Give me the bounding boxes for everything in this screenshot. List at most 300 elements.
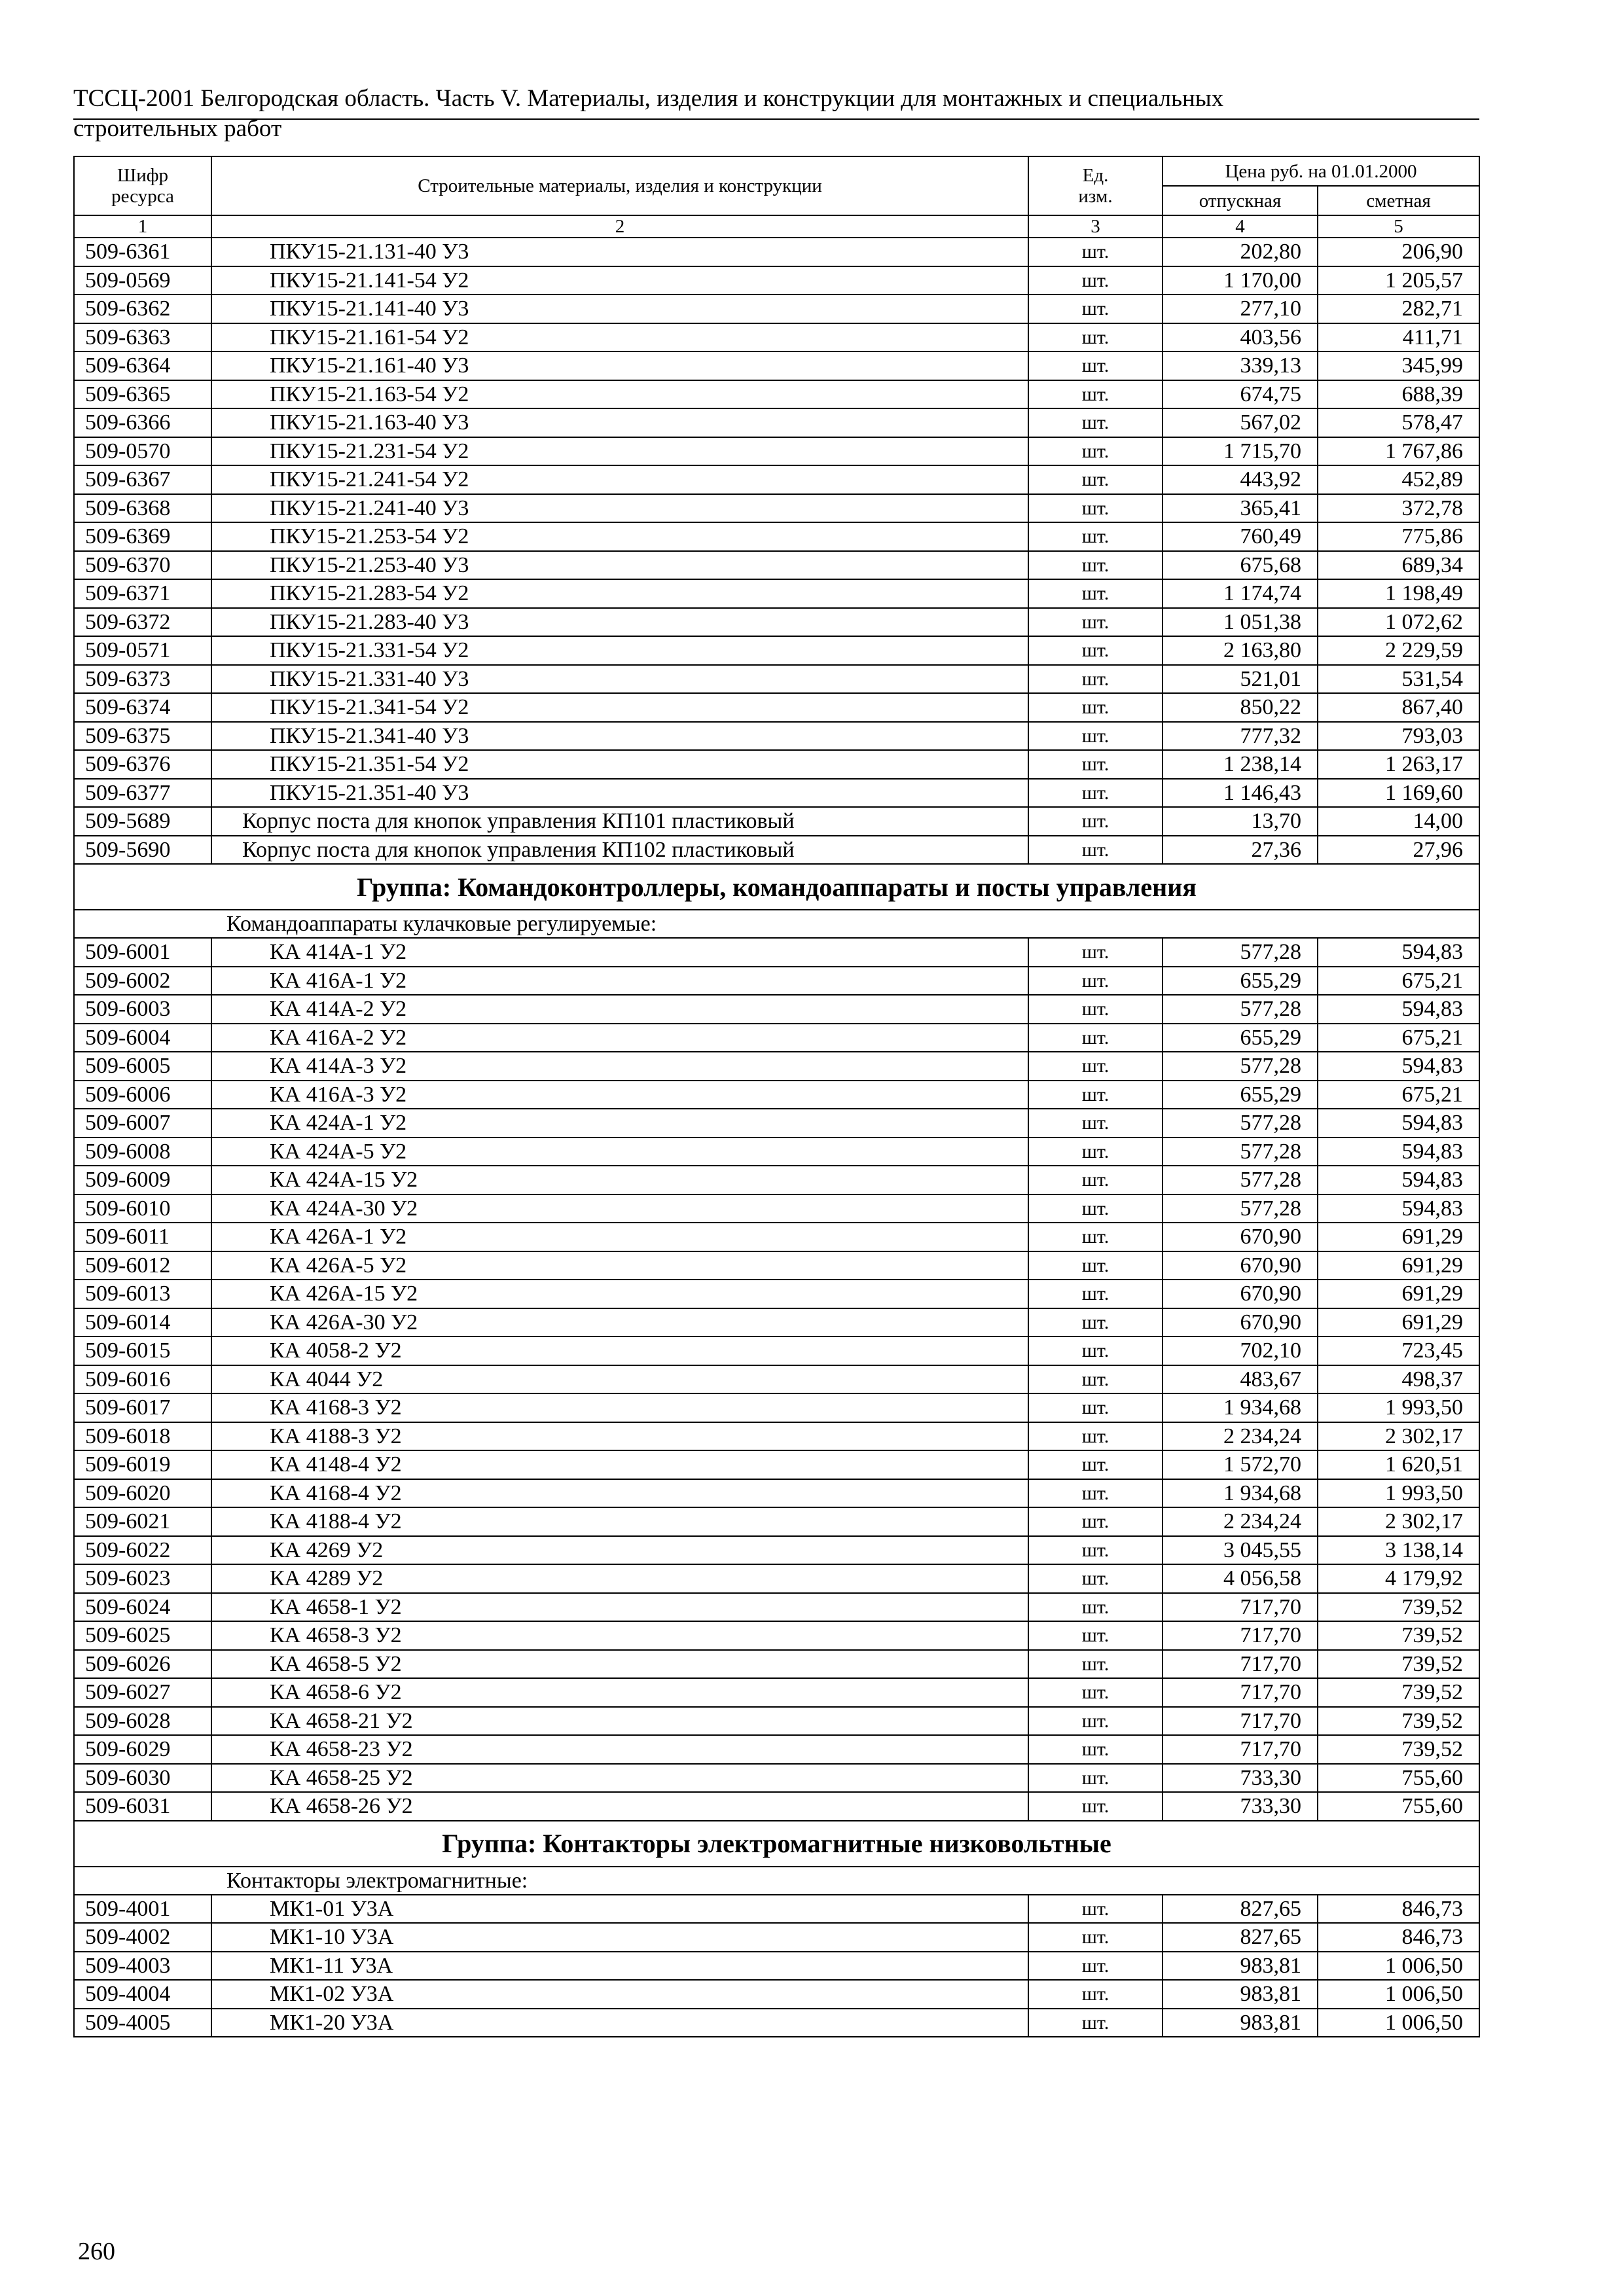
name-cell: КА 416А-1 У2	[211, 967, 1028, 996]
unit-cell: шт.	[1028, 636, 1163, 665]
release-price-cell: 1 170,00	[1163, 266, 1318, 295]
table-row	[74, 967, 1479, 996]
header-name: Строительные материалы, изделия и конструкции	[211, 156, 1028, 215]
estimate-price-cell: 739,52	[1318, 1650, 1479, 1679]
table-row	[74, 779, 1479, 808]
release-price-cell: 567,02	[1163, 408, 1318, 437]
table-row	[74, 380, 1479, 409]
unit-cell: шт.	[1028, 1052, 1163, 1081]
release-price-cell: 277,10	[1163, 295, 1318, 323]
unit-cell: шт.	[1028, 1138, 1163, 1166]
table-row	[74, 722, 1479, 751]
table-row	[74, 1923, 1479, 1952]
table-row	[74, 938, 1479, 967]
header-code	[74, 156, 211, 215]
table-row	[74, 1166, 1479, 1194]
estimate-price-cell: 675,21	[1318, 1024, 1479, 1052]
estimate-price-cell: 1 993,50	[1318, 1479, 1479, 1508]
estimate-price-cell: 688,39	[1318, 380, 1479, 409]
release-price-cell: 1 146,43	[1163, 779, 1318, 808]
table-row	[74, 1308, 1479, 1337]
code-cell: 509-6009	[74, 1166, 211, 1194]
name-cell: КА 4658-23 У2	[211, 1735, 1028, 1764]
release-price-cell: 717,70	[1163, 1707, 1318, 1736]
table-row	[74, 1650, 1479, 1679]
unit-cell: шт.	[1028, 494, 1163, 523]
table-row	[74, 1735, 1479, 1764]
name-cell: ПКУ15-21.351-40 У3	[211, 779, 1028, 808]
code-cell: 509-6017	[74, 1393, 211, 1422]
unit-cell: шт.	[1028, 266, 1163, 295]
estimate-price-cell: 675,21	[1318, 967, 1479, 996]
release-price-cell: 983,81	[1163, 1952, 1318, 1981]
release-price-cell: 670,90	[1163, 1280, 1318, 1308]
unit-cell: шт.	[1028, 1593, 1163, 1622]
estimate-price-cell: 793,03	[1318, 722, 1479, 751]
code-cell: 509-5689	[74, 807, 211, 836]
estimate-price-cell: 846,73	[1318, 1895, 1479, 1924]
unit-cell: шт.	[1028, 1536, 1163, 1565]
code-cell: 509-0570	[74, 437, 211, 466]
header-release-price: отпускная	[1163, 186, 1318, 215]
unit-cell: шт.	[1028, 1024, 1163, 1052]
release-price-cell: 339,13	[1163, 351, 1318, 380]
unit-cell: шт.	[1028, 608, 1163, 637]
name-cell: ПКУ15-21.231-54 У2	[211, 437, 1028, 466]
code-cell: 509-6004	[74, 1024, 211, 1052]
code-cell: 509-5690	[74, 836, 211, 865]
name-cell: ПКУ15-21.161-54 У2	[211, 323, 1028, 352]
unit-cell: шт.	[1028, 722, 1163, 751]
release-price-cell: 483,67	[1163, 1365, 1318, 1394]
release-price-cell: 403,56	[1163, 323, 1318, 352]
name-cell: КА 4058-2 У2	[211, 1336, 1028, 1365]
code-cell: 509-6372	[74, 608, 211, 637]
estimate-price-cell: 1 006,50	[1318, 1952, 1479, 1981]
code-cell: 509-6015	[74, 1336, 211, 1365]
header-unit-line1: Ед.	[1082, 165, 1109, 186]
name-cell: ПКУ15-21.341-40 У3	[211, 722, 1028, 751]
table-row	[74, 323, 1479, 352]
name-cell: КА 424А-1 У2	[211, 1109, 1028, 1138]
code-cell: 509-6014	[74, 1308, 211, 1337]
code-cell: 509-6367	[74, 465, 211, 494]
table-row	[74, 1536, 1479, 1565]
estimate-price-cell: 345,99	[1318, 351, 1479, 380]
document-header	[73, 84, 1479, 144]
unit-cell: шт.	[1028, 1109, 1163, 1138]
header-code-line1: Шифр	[117, 165, 169, 186]
unit-cell: шт.	[1028, 1952, 1163, 1981]
table-row	[74, 465, 1479, 494]
estimate-price-cell: 689,34	[1318, 551, 1479, 580]
estimate-price-cell: 594,83	[1318, 1052, 1479, 1081]
code-cell: 509-6373	[74, 665, 211, 694]
estimate-price-cell: 1 198,49	[1318, 579, 1479, 608]
table-row	[74, 1422, 1479, 1451]
release-price-cell: 674,75	[1163, 380, 1318, 409]
release-price-cell: 1 051,38	[1163, 608, 1318, 637]
name-cell: Корпус поста для кнопок управления КП102 пластиковый	[211, 836, 1028, 865]
table-row	[74, 351, 1479, 380]
subgroup-heading-row	[74, 1867, 1479, 1895]
code-cell: 509-4001	[74, 1895, 211, 1924]
estimate-price-cell: 1 620,51	[1318, 1450, 1479, 1479]
unit-cell: шт.	[1028, 1280, 1163, 1308]
estimate-price-cell: 691,29	[1318, 1308, 1479, 1337]
release-price-cell: 717,70	[1163, 1621, 1318, 1650]
release-price-cell: 13,70	[1163, 807, 1318, 836]
name-cell: КА 426А-30 У2	[211, 1308, 1028, 1337]
unit-cell: шт.	[1028, 465, 1163, 494]
table-row	[74, 1336, 1479, 1365]
release-price-cell: 577,28	[1163, 1166, 1318, 1194]
name-cell: КА 4188-3 У2	[211, 1422, 1028, 1451]
name-cell: ПКУ15-21.283-40 У3	[211, 608, 1028, 637]
unit-cell: шт.	[1028, 1336, 1163, 1365]
name-cell: ПКУ15-21.253-40 У3	[211, 551, 1028, 580]
table-row	[74, 408, 1479, 437]
name-cell: КА 4168-4 У2	[211, 1479, 1028, 1508]
estimate-price-cell: 578,47	[1318, 408, 1479, 437]
code-cell: 509-6371	[74, 579, 211, 608]
release-price-cell: 2 163,80	[1163, 636, 1318, 665]
table-row	[74, 1280, 1479, 1308]
estimate-price-cell: 594,83	[1318, 995, 1479, 1024]
name-cell: Корпус поста для кнопок управления КП101 пластиковый	[211, 807, 1028, 836]
unit-cell: шт.	[1028, 380, 1163, 409]
estimate-price-cell: 2 229,59	[1318, 636, 1479, 665]
unit-cell: шт.	[1028, 1166, 1163, 1194]
unit-cell: шт.	[1028, 323, 1163, 352]
unit-cell: шт.	[1028, 807, 1163, 836]
release-price-cell: 577,28	[1163, 995, 1318, 1024]
name-cell: ПКУ15-21.241-40 У3	[211, 494, 1028, 523]
release-price-cell: 717,70	[1163, 1650, 1318, 1679]
unit-cell: шт.	[1028, 995, 1163, 1024]
table-row	[74, 836, 1479, 865]
table-row	[74, 1450, 1479, 1479]
unit-cell: шт.	[1028, 351, 1163, 380]
code-cell: 509-6365	[74, 380, 211, 409]
code-cell: 509-6021	[74, 1507, 211, 1536]
code-cell: 509-6374	[74, 693, 211, 722]
name-cell: КА 426А-1 У2	[211, 1223, 1028, 1251]
unit-cell: шт.	[1028, 579, 1163, 608]
name-cell: МК1-20 У3А	[211, 2009, 1028, 2037]
unit-cell: шт.	[1028, 1081, 1163, 1109]
code-cell: 509-6011	[74, 1223, 211, 1251]
name-cell: МК1-10 У3А	[211, 1923, 1028, 1952]
estimate-price-cell: 739,52	[1318, 1593, 1479, 1622]
name-cell: КА 414А-3 У2	[211, 1052, 1028, 1081]
estimate-price-cell: 282,71	[1318, 295, 1479, 323]
code-cell: 509-6001	[74, 938, 211, 967]
code-cell: 509-6008	[74, 1138, 211, 1166]
unit-cell: шт.	[1028, 238, 1163, 266]
estimate-price-cell: 739,52	[1318, 1707, 1479, 1736]
table-row	[74, 2009, 1479, 2037]
table-row	[74, 1707, 1479, 1736]
table-row	[74, 1109, 1479, 1138]
release-price-cell: 2 234,24	[1163, 1422, 1318, 1451]
name-cell: КА 4044 У2	[211, 1365, 1028, 1394]
code-cell: 509-6005	[74, 1052, 211, 1081]
name-cell: КА 4658-1 У2	[211, 1593, 1028, 1622]
name-cell: ПКУ15-21.163-40 У3	[211, 408, 1028, 437]
name-cell: КА 4188-4 У2	[211, 1507, 1028, 1536]
unit-cell: шт.	[1028, 2009, 1163, 2037]
code-cell: 509-6006	[74, 1081, 211, 1109]
name-cell: ПКУ15-21.351-54 У2	[211, 750, 1028, 779]
estimate-price-cell: 1 006,50	[1318, 1980, 1479, 2009]
code-cell: 509-6368	[74, 494, 211, 523]
release-price-cell: 1 572,70	[1163, 1450, 1318, 1479]
code-cell: 509-6029	[74, 1735, 211, 1764]
table-row	[74, 1792, 1479, 1821]
code-cell: 509-6020	[74, 1479, 211, 1508]
release-price-cell: 655,29	[1163, 1081, 1318, 1109]
code-cell: 509-6031	[74, 1792, 211, 1821]
subgroup-heading: Контакторы электромагнитные:	[74, 1867, 1479, 1895]
header-col-number: 1	[74, 215, 211, 238]
release-price-cell: 717,70	[1163, 1735, 1318, 1764]
name-cell: КА 4658-26 У2	[211, 1792, 1028, 1821]
estimate-price-cell: 372,78	[1318, 494, 1479, 523]
estimate-price-cell: 206,90	[1318, 238, 1479, 266]
unit-cell: шт.	[1028, 1308, 1163, 1337]
code-cell: 509-6023	[74, 1564, 211, 1593]
table-row	[74, 1952, 1479, 1981]
estimate-price-cell: 498,37	[1318, 1365, 1479, 1394]
release-price-cell: 733,30	[1163, 1792, 1318, 1821]
table-row	[74, 807, 1479, 836]
release-price-cell: 827,65	[1163, 1895, 1318, 1924]
code-cell: 509-6022	[74, 1536, 211, 1565]
estimate-price-cell: 739,52	[1318, 1621, 1479, 1650]
estimate-price-cell: 1 072,62	[1318, 608, 1479, 637]
name-cell: ПКУ15-21.341-54 У2	[211, 693, 1028, 722]
unit-cell: шт.	[1028, 938, 1163, 967]
release-price-cell: 577,28	[1163, 938, 1318, 967]
table-row	[74, 665, 1479, 694]
code-cell: 509-6026	[74, 1650, 211, 1679]
group-heading-row	[74, 1821, 1479, 1867]
header-col-number: 2	[211, 215, 1028, 238]
release-price-cell: 655,29	[1163, 967, 1318, 996]
unit-cell: шт.	[1028, 1507, 1163, 1536]
estimate-price-cell: 14,00	[1318, 807, 1479, 836]
table-row	[74, 437, 1479, 466]
release-price-cell: 202,80	[1163, 238, 1318, 266]
release-price-cell: 1 715,70	[1163, 437, 1318, 466]
group-heading: Группа: Командоконтроллеры, командоаппараты и посты управления	[74, 864, 1479, 910]
release-price-cell: 983,81	[1163, 1980, 1318, 2009]
release-price-cell: 3 045,55	[1163, 1536, 1318, 1565]
estimate-price-cell: 1 006,50	[1318, 2009, 1479, 2037]
name-cell: КА 4269 У2	[211, 1536, 1028, 1565]
unit-cell: шт.	[1028, 1194, 1163, 1223]
release-price-cell: 577,28	[1163, 1052, 1318, 1081]
code-cell: 509-0571	[74, 636, 211, 665]
unit-cell: шт.	[1028, 1764, 1163, 1793]
name-cell: КА 416А-3 У2	[211, 1081, 1028, 1109]
release-price-cell: 443,92	[1163, 465, 1318, 494]
name-cell: ПКУ15-21.141-40 У3	[211, 295, 1028, 323]
code-cell: 509-6027	[74, 1678, 211, 1707]
name-cell: ПКУ15-21.163-54 У2	[211, 380, 1028, 409]
name-cell: ПКУ15-21.331-40 У3	[211, 665, 1028, 694]
release-price-cell: 760,49	[1163, 522, 1318, 551]
header-price: Цена руб. на 01.01.2000	[1163, 156, 1479, 186]
release-price-cell: 27,36	[1163, 836, 1318, 865]
name-cell: КА 4658-6 У2	[211, 1678, 1028, 1707]
unit-cell: шт.	[1028, 665, 1163, 694]
table-row	[74, 693, 1479, 722]
table-row	[74, 1621, 1479, 1650]
name-cell: ПКУ15-21.141-54 У2	[211, 266, 1028, 295]
table-row	[74, 608, 1479, 637]
code-cell: 509-6018	[74, 1422, 211, 1451]
name-cell: МК1-01 У3А	[211, 1895, 1028, 1924]
estimate-price-cell: 723,45	[1318, 1336, 1479, 1365]
table-row	[74, 295, 1479, 323]
header-estimate-price: сметная	[1318, 186, 1479, 215]
name-cell: ПКУ15-21.241-54 У2	[211, 465, 1028, 494]
table-row	[74, 266, 1479, 295]
estimate-price-cell: 739,52	[1318, 1735, 1479, 1764]
name-cell: ПКУ15-21.283-54 У2	[211, 579, 1028, 608]
name-cell: ПКУ15-21.131-40 У3	[211, 238, 1028, 266]
release-price-cell: 577,28	[1163, 1138, 1318, 1166]
price-table	[73, 156, 1480, 2037]
group-heading: Группа: Контакторы электромагнитные низковольтные	[74, 1821, 1479, 1867]
estimate-price-cell: 691,29	[1318, 1251, 1479, 1280]
group-heading-row	[74, 864, 1479, 910]
code-cell: 509-4005	[74, 2009, 211, 2037]
code-cell: 509-6024	[74, 1593, 211, 1622]
code-cell: 509-6028	[74, 1707, 211, 1736]
code-cell: 509-0569	[74, 266, 211, 295]
name-cell: КА 416А-2 У2	[211, 1024, 1028, 1052]
estimate-price-cell: 4 179,92	[1318, 1564, 1479, 1593]
estimate-price-cell: 739,52	[1318, 1678, 1479, 1707]
estimate-price-cell: 594,83	[1318, 1166, 1479, 1194]
unit-cell: шт.	[1028, 1251, 1163, 1280]
unit-cell: шт.	[1028, 551, 1163, 580]
header-title-line1: ТССЦ-2001 Белгородская область. Часть V. Материалы, изделия и конструкции для монтажных и специальных	[73, 85, 1224, 112]
name-cell: КА 4658-25 У2	[211, 1764, 1028, 1793]
name-cell: КА 4658-5 У2	[211, 1650, 1028, 1679]
table-row	[74, 1393, 1479, 1422]
unit-cell: шт.	[1028, 1707, 1163, 1736]
unit-cell: шт.	[1028, 1422, 1163, 1451]
table-row	[74, 995, 1479, 1024]
unit-cell: шт.	[1028, 1678, 1163, 1707]
unit-cell: шт.	[1028, 1223, 1163, 1251]
estimate-price-cell: 1 263,17	[1318, 750, 1479, 779]
table-row	[74, 1678, 1479, 1707]
unit-cell: шт.	[1028, 693, 1163, 722]
unit-cell: шт.	[1028, 408, 1163, 437]
estimate-price-cell: 594,83	[1318, 1138, 1479, 1166]
name-cell: КА 4289 У2	[211, 1564, 1028, 1593]
estimate-price-cell: 755,60	[1318, 1764, 1479, 1793]
estimate-price-cell: 2 302,17	[1318, 1422, 1479, 1451]
name-cell: КА 4658-21 У2	[211, 1707, 1028, 1736]
code-cell: 509-6366	[74, 408, 211, 437]
release-price-cell: 521,01	[1163, 665, 1318, 694]
table-row	[74, 1194, 1479, 1223]
estimate-price-cell: 594,83	[1318, 1194, 1479, 1223]
unit-cell: шт.	[1028, 522, 1163, 551]
unit-cell: шт.	[1028, 437, 1163, 466]
unit-cell: шт.	[1028, 1365, 1163, 1394]
unit-cell: шт.	[1028, 1450, 1163, 1479]
name-cell: ПКУ15-21.331-54 У2	[211, 636, 1028, 665]
code-cell: 509-6370	[74, 551, 211, 580]
release-price-cell: 2 234,24	[1163, 1507, 1318, 1536]
table-row	[74, 1024, 1479, 1052]
unit-cell: шт.	[1028, 836, 1163, 865]
table-row	[74, 1479, 1479, 1508]
code-cell: 509-6002	[74, 967, 211, 996]
name-cell: КА 4148-4 У2	[211, 1450, 1028, 1479]
table-row	[74, 750, 1479, 779]
table-row	[74, 1507, 1479, 1536]
code-cell: 509-6003	[74, 995, 211, 1024]
release-price-cell: 655,29	[1163, 1024, 1318, 1052]
header-unit-line2: изм.	[1078, 186, 1113, 207]
name-cell: КА 424А-5 У2	[211, 1138, 1028, 1166]
estimate-price-cell: 594,83	[1318, 1109, 1479, 1138]
estimate-price-cell: 1 767,86	[1318, 437, 1479, 466]
estimate-price-cell: 27,96	[1318, 836, 1479, 865]
table-row	[74, 494, 1479, 523]
subgroup-heading: Командоаппараты кулачковые регулируемые:	[74, 910, 1479, 938]
name-cell: МК1-11 У3А	[211, 1952, 1028, 1981]
code-cell: 509-6363	[74, 323, 211, 352]
code-cell: 509-6010	[74, 1194, 211, 1223]
release-price-cell: 577,28	[1163, 1194, 1318, 1223]
estimate-price-cell: 531,54	[1318, 665, 1479, 694]
unit-cell: шт.	[1028, 1564, 1163, 1593]
estimate-price-cell: 411,71	[1318, 323, 1479, 352]
header-title-line2: строительных работ	[73, 115, 282, 142]
code-cell: 509-4003	[74, 1952, 211, 1981]
code-cell: 509-4002	[74, 1923, 211, 1952]
estimate-price-cell: 1 205,57	[1318, 266, 1479, 295]
table-row	[74, 1764, 1479, 1793]
estimate-price-cell: 691,29	[1318, 1280, 1479, 1308]
code-cell: 509-6013	[74, 1280, 211, 1308]
estimate-price-cell: 846,73	[1318, 1923, 1479, 1952]
table-body	[74, 238, 1479, 2037]
unit-cell: шт.	[1028, 295, 1163, 323]
release-price-cell: 1 934,68	[1163, 1393, 1318, 1422]
estimate-price-cell: 755,60	[1318, 1792, 1479, 1821]
name-cell: КА 424А-30 У2	[211, 1194, 1028, 1223]
code-cell: 509-6375	[74, 722, 211, 751]
unit-cell: шт.	[1028, 750, 1163, 779]
unit-cell: шт.	[1028, 1479, 1163, 1508]
code-cell: 509-6030	[74, 1764, 211, 1793]
unit-cell: шт.	[1028, 1650, 1163, 1679]
code-cell: 509-6025	[74, 1621, 211, 1650]
table-row	[74, 1593, 1479, 1622]
table-row	[74, 1223, 1479, 1251]
unit-cell: шт.	[1028, 1735, 1163, 1764]
